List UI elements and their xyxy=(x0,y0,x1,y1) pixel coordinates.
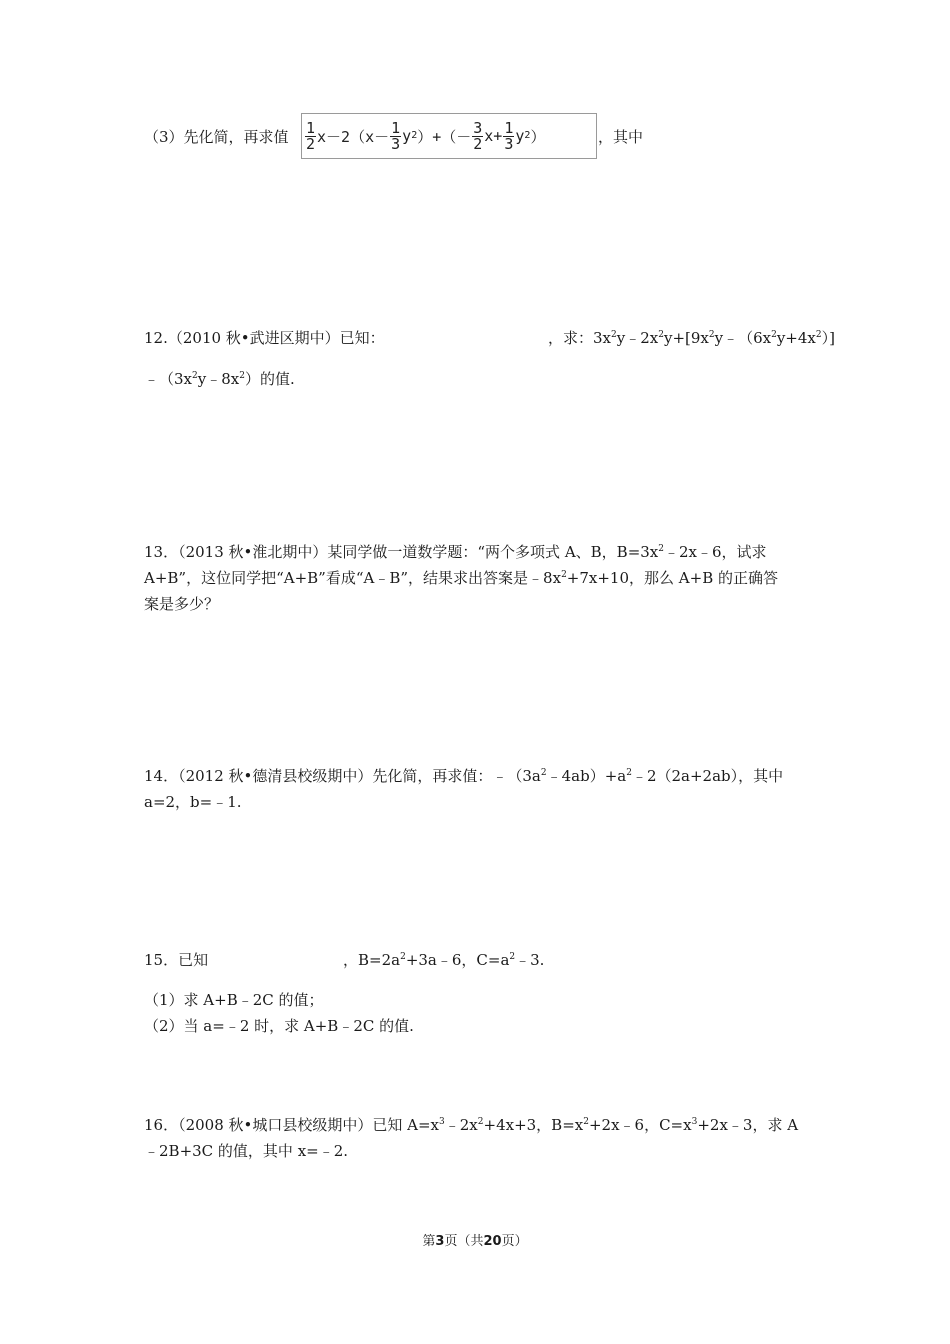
formula-text: y xyxy=(515,127,525,145)
q16-line2: ﹣2B+3C 的值，其中 x=﹣2. xyxy=(144,1142,349,1160)
fraction: $\frac{1}{3}$ xyxy=(504,118,514,153)
formula-text: y xyxy=(402,127,412,145)
q12-line2: $﹣(3x^2y﹣8x^2)$的值. xyxy=(144,370,295,388)
q11-part3-prefix: （3）先化简，再求值 xyxy=(144,128,289,146)
formula-text: ） xyxy=(530,127,546,146)
q15-line1-right: ，$B=2a^2+3a﹣6$，$C=a^2﹣3$. xyxy=(343,951,545,969)
fraction: $\frac{3}{2}$ xyxy=(473,118,483,153)
fraction: $\frac{1}{2}$ xyxy=(306,118,316,153)
q11-part3-suffix: ，其中 xyxy=(598,128,644,146)
formula-text: ）+（－ xyxy=(417,127,472,146)
q15-part1: （1）求 A+B﹣2C 的值； xyxy=(144,991,324,1009)
page-total: 20 xyxy=(483,1234,502,1249)
q14-line1: 14．（2012 秋•德清县校级期中）先化简，再求值：$﹣(3a^2﹣4ab)+a^2﹣2(2a+2ab)$，其中 xyxy=(144,767,784,785)
q12-line1-right: ，求：$3x^2y﹣2x^2y+[9x^2y﹣(6x^2y+4x^2)]$ xyxy=(548,329,835,347)
q11-formula-image: $\frac{1}{2}$ x－2（x－ $\frac{1}{3}$ y 2 ）+（－ $\frac{3}{2}$ x+ $\frac{1}{3}$ y 2 ） xyxy=(301,113,597,159)
q12-line1-left: 12.（2010 秋•武进区期中）已知： xyxy=(144,329,385,347)
q14-line2: a=2，b=﹣1. xyxy=(144,793,242,811)
q16-line1: 16．（2008 秋•城口县校级期中）已知 $A=x^3﹣2x^2+4x+3$，$B=x^2+2x﹣6$，$C=x^3+2x﹣3$，求 A xyxy=(144,1116,799,1134)
page-footer: 第3页（共20页） xyxy=(422,1234,528,1249)
q15-line1-left: 15．已知 xyxy=(144,951,209,969)
q13-line3: 案是多少？ xyxy=(144,595,220,613)
q15-part2: （2）当 a=﹣2 时，求 A+B﹣2C 的值. xyxy=(144,1017,414,1035)
q13-line1: 13．（2013 秋•淮北期中）某同学做一道数学题：“两个多项式 A、B，$B=3x^2﹣2x﹣6$，试求 xyxy=(144,543,767,561)
formula-text: x－2（x－ xyxy=(317,127,390,146)
formula-text: x+ xyxy=(484,127,503,145)
q13-line2: A+B”，这位同学把“A+B”看成“A﹣B”，结果求出答案是$﹣8x^2+7x+10$，那么 A+B 的正确答 xyxy=(144,569,778,587)
page-number: 3 xyxy=(435,1234,445,1249)
fraction: $\frac{1}{3}$ xyxy=(391,118,401,153)
